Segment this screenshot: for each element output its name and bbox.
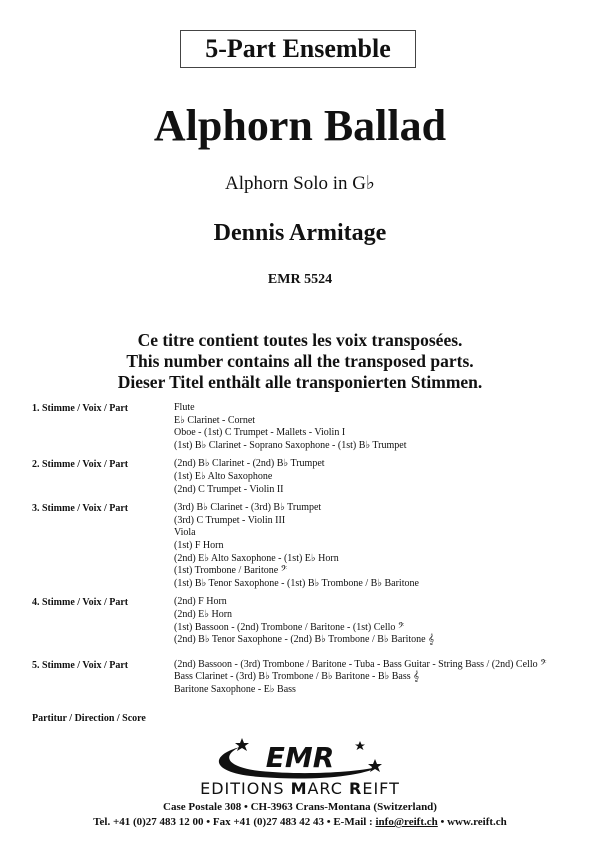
piece-title: Alphorn Ballad <box>153 101 447 150</box>
publisher-initial: R <box>349 779 363 798</box>
transposition-notice <box>0 330 600 393</box>
instrument-line: Oboe - (1st) C Trumpet - Mallets - Violin I <box>174 427 346 439</box>
notice-line-french: Ce titre contient toutes les voix transposées. <box>137 330 463 350</box>
part-group-4 <box>32 596 592 646</box>
part-label: 3. Stimme / Voix / Part <box>32 503 129 515</box>
instrument-list <box>174 458 325 496</box>
part-label: 4. Stimme / Voix / Part <box>32 597 129 609</box>
instrument-line: (1st) Bassoon - (2nd) Trombone / Baritone - (1st) Cello 𝄢 <box>174 621 405 633</box>
logo-text: EMR <box>265 741 335 774</box>
instrument-line: (1st) E♭ Alto Saxophone <box>174 470 273 482</box>
publisher-word: EIFT <box>362 779 400 798</box>
instrument-line: (1st) F Horn <box>174 539 224 551</box>
instrument-line: (1st) B♭ Clarinet - Soprano Saxophone - (1st) B♭ Trumpet <box>174 439 407 451</box>
instrument-line: (2nd) F Horn <box>174 596 227 608</box>
parts-list <box>32 402 592 702</box>
website[interactable]: • www.reift.ch <box>437 816 507 828</box>
star-icon <box>355 741 365 750</box>
instrument-line: (1st) Trombone / Baritone 𝄢 <box>174 565 288 577</box>
notice-line-english: This number contains all the transposed parts. <box>126 351 474 371</box>
score-label: Partitur / Direction / Score <box>32 713 146 724</box>
part-group-5 <box>32 659 592 697</box>
part-label: 5. Stimme / Voix / Part <box>32 659 129 671</box>
notice-line-german: Dieser Titel enthält alle transponierten Stimmen. <box>117 372 483 392</box>
instrument-line: Bass Clarinet - (3rd) B♭ Trombone / B♭ Baritone - B♭ Bass 𝄞 <box>174 671 420 683</box>
instrument-list <box>174 596 434 646</box>
instrument-line: (2nd) C Trumpet - Violin II <box>174 483 284 495</box>
instrument-list <box>174 502 419 590</box>
instrument-list <box>174 659 547 697</box>
instrument-line: (1st) B♭ Tenor Saxophone - (1st) B♭ Trombone / B♭ Baritone <box>174 577 419 589</box>
instrument-line: (3rd) B♭ Clarinet - (3rd) B♭ Trumpet <box>174 502 322 514</box>
instrument-list <box>174 402 406 452</box>
part-group-1 <box>32 402 592 452</box>
instrument-line: (2nd) E♭ Horn <box>174 608 233 620</box>
email-link[interactable]: info@reift.ch <box>375 816 438 828</box>
publisher-initial: M <box>290 779 308 798</box>
catalog-number: EMR 5524 <box>267 272 333 287</box>
series-label: 5-Part Ensemble <box>180 30 416 68</box>
instrument-line: (2nd) B♭ Clarinet - (2nd) B♭ Trumpet <box>174 458 325 470</box>
instrument-line: (3rd) C Trumpet - Violin III <box>174 514 286 526</box>
part-label: 2. Stimme / Voix / Part <box>32 459 129 471</box>
instrument-line: (2nd) E♭ Alto Saxophone - (1st) E♭ Horn <box>174 552 339 564</box>
contact-phone-fax: Tel. +41 (0)27 483 12 00 • Fax +41 (0)27 483 42 43 • E-Mail : <box>93 816 376 828</box>
publisher-address: Case Postale 308 • CH-3963 Crans-Montana (Switzerland) <box>163 801 437 813</box>
star-icon <box>235 738 249 751</box>
publisher-word: EDITIONS <box>200 779 291 798</box>
part-label: 1. Stimme / Voix / Part <box>32 403 129 414</box>
publisher-contact <box>0 815 600 829</box>
part-group-2 <box>32 458 592 496</box>
composer-name: Dennis Armitage <box>213 220 387 246</box>
instrument-line: Flute <box>174 402 195 413</box>
instrument-line: E♭ Clarinet - Cornet <box>174 414 256 426</box>
instrument-line: Baritone Saxophone - E♭ Bass <box>174 683 296 695</box>
emr-logo <box>200 733 400 783</box>
instrument-line: Viola <box>174 527 196 539</box>
part-group-3 <box>32 502 592 590</box>
instrument-line: (2nd) Bassoon - (3rd) Trombone / Baritone - Tuba - Bass Guitar - String Bass / (2nd) Cello 𝄢 <box>174 658 547 670</box>
instrument-line: (2nd) B♭ Tenor Saxophone - (2nd) B♭ Trombone / B♭ Baritone 𝄞 <box>174 634 434 646</box>
publisher-word: ARC <box>307 779 350 798</box>
piece-subtitle: Alphorn Solo in G♭ <box>225 173 375 194</box>
publisher-name <box>0 780 600 798</box>
